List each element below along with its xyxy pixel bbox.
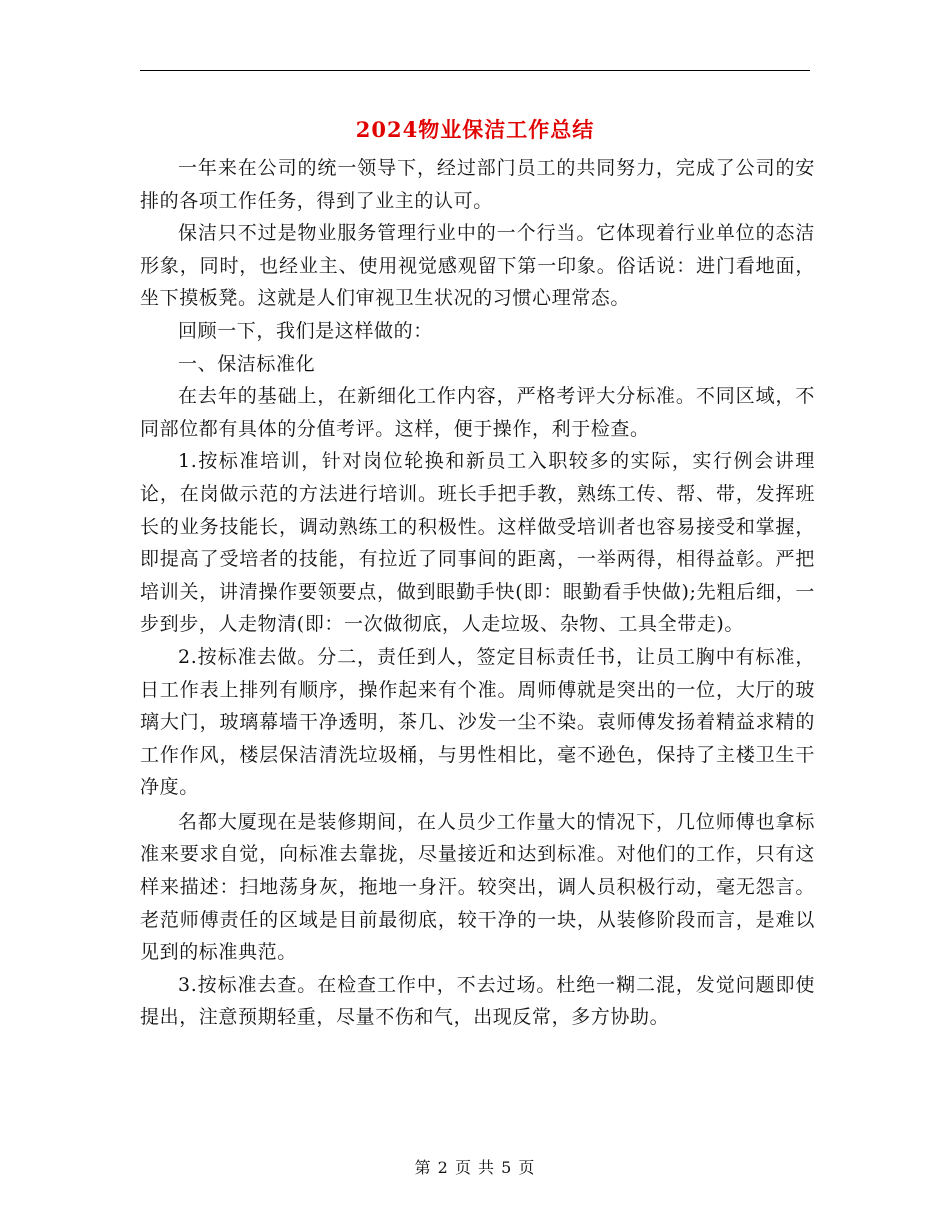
section-heading: 一、保洁标准化 (178, 352, 316, 375)
header-rule (140, 70, 810, 71)
paragraph: 回顾一下，我们是这样做的： (178, 319, 433, 342)
paragraph: 名都大厦现在是装修期间，在人员少工作量大的情况下，几位师傅也拿标准来要求自觉，向标准去靠拢，尽量接近和达到标准。对他们的工作，只有这样来描述：扫地荡身灰，拖地一身汗。较突出，调人员积极行动，毫无怨言。老范师傅责任的区域是目前最彻底，较干净的一块，从装修阶段而言，是难以见到的标准典范。 (140, 810, 815, 964)
page-title: 2024物业保洁工作总结 (355, 117, 595, 142)
paragraph: 一年来在公司的统一领导下，经过部门员工的共同努力，完成了公司的安排的各项工作任务，得到了业主的认可。 (140, 157, 815, 212)
document-body (140, 152, 815, 1034)
page-footer: 第 2 页 共 5 页 (414, 1158, 536, 1177)
paragraph: 2.按标准去做。分二，责任到人，签定目标责任书，让员工胸中有标准，日工作表上排列有顺序，操作起来有个准。周师傅就是突出的一位，大厅的玻璃大门，玻璃幕墙干净透明，茶几、沙发一尘不染。袁师傅发扬着精益求精的工作作风，楼层保洁清洗垃圾桶，与男性相比，毫不逊色，保持了主楼卫生干净度。 (140, 645, 815, 799)
paragraph: 3.按标准去查。在检查工作中，不去过场。杜绝一糊二混，发觉问题即使提出，注意预期轻重，尽量不伤和气，出现反常，多方协助。 (140, 973, 815, 1029)
paragraph: 保洁只不过是物业服务管理行业中的一个行当。它体现着行业单位的态洁形象，同时，也经业主、使用视觉感观留下第一印象。俗话说：进门看地面，坐下摸板凳。这就是人们审视卫生状况的习惯心理常态。 (140, 222, 815, 310)
paragraph: 1.按标准培训，针对岗位轮换和新员工入职较多的实际，实行例会讲理论，在岗做示范的方法进行培训。班长手把手教，熟练工传、帮、带，发挥班长的业务技能长，调动熟练工的积极性。这样做受培训者也容易接受和掌握，即提高了受培者的技能，有拉近了同事间的距离，一举两得，相得益彰。严把培训关，讲清操作要领要点，做到眼勤手快(即：眼勤看手快做);先粗后细，一步到步，人走物清(即：一次做彻底，人走垃圾、杂物、工具全带走)。 (140, 450, 815, 636)
paragraph: 在去年的基础上，在新细化工作内容，严格考评大分标准。不同区域，不同部位都有具体的分值考评。这样，便于操作，利于检查。 (140, 385, 815, 440)
